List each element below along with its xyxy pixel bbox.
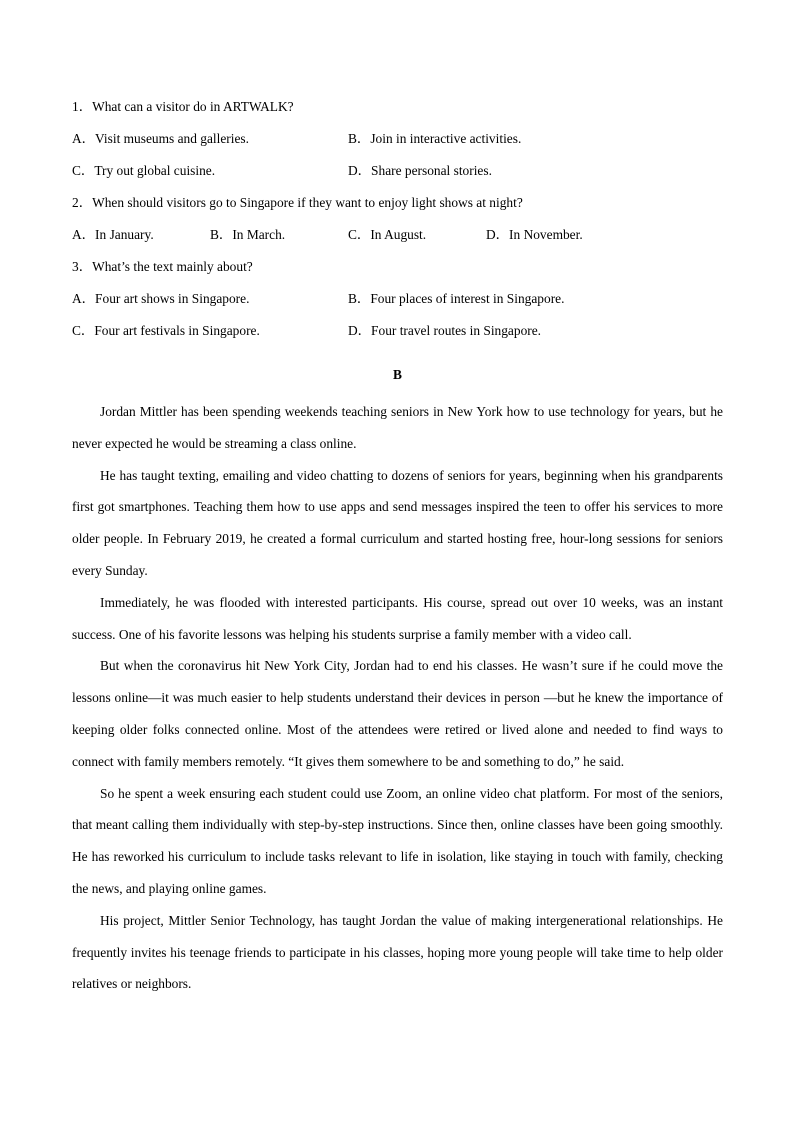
question-3-option-b: B．Four places of interest in Singapore. — [348, 291, 565, 306]
question-3-option-c: C．Four art festivals in Singapore. — [72, 323, 260, 338]
question-2-option-c: C．In August. — [348, 227, 427, 242]
question-1-option-d: D．Share personal stories. — [348, 163, 492, 178]
question-2-option-b: B．In March. — [210, 227, 286, 242]
question-3-options-row-1 — [72, 288, 723, 320]
section-b-paragraph-6: His project, Mittler Senior Technology, has taught Jordan the value of making intergenerational relationships. He frequently invites his teenage friends to participate in his classes, hoping more young people will take time to help older relatives or neighbors. — [72, 912, 723, 992]
question-2-stem: 2．When should visitors go to Singapore if they want to enjoy light shows at night? — [72, 195, 523, 210]
question-3-option-d: D．Four travel routes in Singapore. — [348, 323, 542, 338]
question-3-options-row-2 — [72, 320, 723, 352]
question-1-options-row-1 — [72, 128, 723, 160]
question-3-stem: 3．What’s the text mainly about? — [72, 259, 253, 274]
question-1-option-a: A．Visit museums and galleries. — [72, 131, 249, 146]
question-3-option-a: A．Four art shows in Singapore. — [72, 291, 250, 306]
section-b-paragraph-5: So he spent a week ensuring each student could use Zoom, an online video chat platform. For most of the seniors, that meant calling them individually with step-by-step instructions. Since then, online classes have been going smoothly. He has reworked his curriculum to include tasks relevant to life in isolation, like staying in touch with family, checking the news, and playing online games. — [72, 785, 723, 896]
question-2-option-d: D．In November. — [486, 227, 583, 242]
section-b-paragraph-4: But when the coronavirus hit New York City, Jordan had to end his classes. He wasn’t sure if he could move the lessons online—it was much easier to help students understand their devices in person —but he knew the importance of keeping older folks connected online. Most of the attendees were retired or lived alone and needed to find ways to connect with family members remotely. “It gives them somewhere to be and something to do,” he said. — [72, 658, 723, 769]
question-1-option-c: C．Try out global cuisine. — [72, 163, 216, 178]
question-2-option-a: A．In January. — [72, 227, 154, 242]
section-b-title: B — [393, 367, 402, 382]
question-1-options-row-2 — [72, 160, 723, 192]
section-b-paragraph-3: Immediately, he was flooded with interested participants. His course, spread out over 10 weeks, was an instant success. One of his favorite lessons was helping his students surprise a family member with a video call. — [72, 594, 723, 642]
document-page — [72, 96, 723, 1000]
question-1-stem: 1．What can a visitor do in ARTWALK? — [72, 99, 294, 114]
question-2-options-row — [72, 224, 723, 256]
section-b-paragraph-1: Jordan Mittler has been spending weekends teaching seniors in New York how to use technology for years, but he never expected he would be streaming a class online. — [72, 404, 723, 451]
section-b-paragraph-2: He has taught texting, emailing and video chatting to dozens of seniors for years, beginning when his grandparents first got smartphones. Teaching them how to use apps and send messages inspired the teen to offer his services to more older people. In February 2019, he created a formal curriculum and started hosting free, hour-long sessions for seniors every Sunday. — [72, 467, 723, 578]
question-1-option-b: B．Join in interactive activities. — [348, 131, 522, 146]
